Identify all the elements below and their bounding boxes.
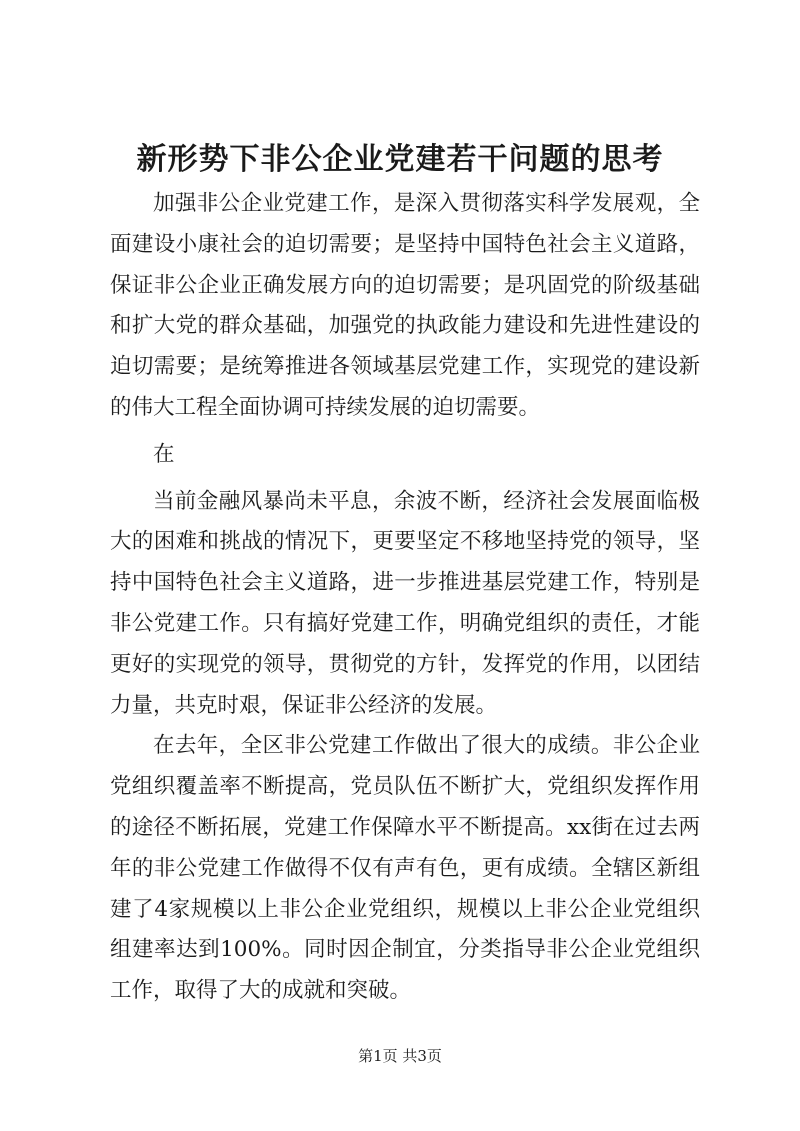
paragraph-1: 加强非公企业党建工作，是深入贯彻落实科学发展观，全面建设小康社会的迫切需要；是坚持中国特色社会主义道路，保证非公企业正确发展方向的迫切需要；是巩固党的阶级基础和扩大党的群众基础，加强党的执政能力建设和先进性建设的迫切需要；是统筹推进各领域基层党建工作，实现党的建设新的伟大工程全面协调可持续发展的迫切需要。 <box>110 191 700 420</box>
paragraph-3: 当前金融风暴尚未平息，余波不断，经济社会发展面临极大的困难和挑战的情况下，更要坚定不移地坚持党的领导，坚持中国特色社会主义道路，进一步推进基层党建工作，特别是非公党建工作。只有搞好党建工作，明确党组织的责任，才能更好的实现党的领导，贯彻党的方针，发挥党的作用，以团结力量，共克时艰，保证非公经济的发展。 <box>110 488 700 718</box>
document-body <box>110 184 700 1012</box>
paragraph-4: 在去年，全区非公党建工作做出了很大的成绩。非公企业党组织覆盖率不断提高，党员队伍不断扩大，党组织发挥作用的途径不断拓展，党建工作保障水平不断提高。xx街在过去两年的非公党建工作做得不仅有声有色，更有成绩。全辖区新组建了4家规模以上非公企业党组织，规模以上非公企业党组织组建率达到100%。同时因企制宜，分类指导非公企业党组织工作，取得了大的成就和突破。 <box>110 733 700 1004</box>
page-footer: 第1页 共3页 <box>358 1047 442 1065</box>
paragraph-2: 在 <box>153 441 175 467</box>
document-title: 新形势下非公企业党建若干问题的思考 <box>136 142 664 177</box>
